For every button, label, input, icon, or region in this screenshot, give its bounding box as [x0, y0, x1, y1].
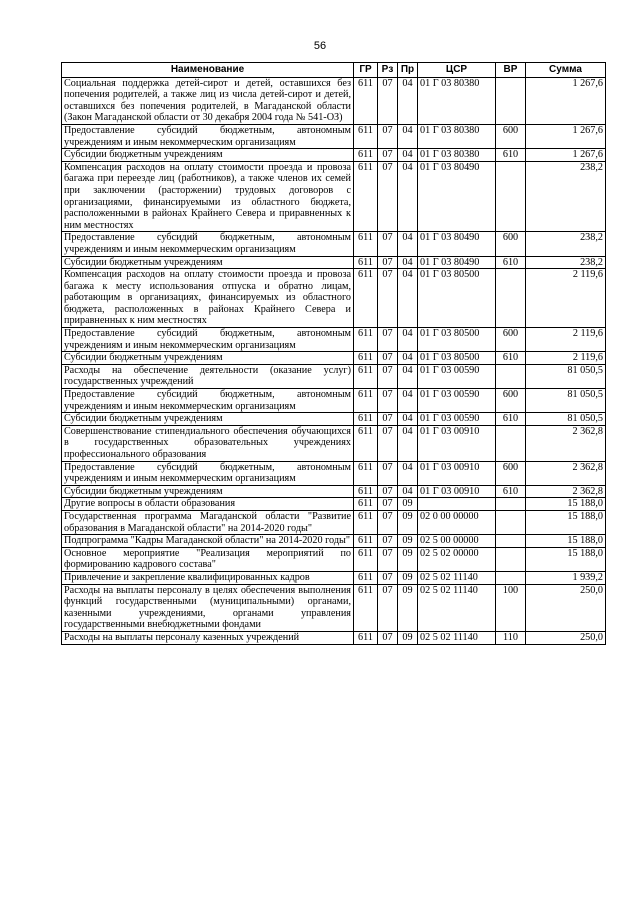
cell-rz: 07	[378, 571, 398, 584]
cell-gr: 611	[354, 498, 378, 511]
table-row	[62, 77, 606, 124]
cell-vr	[496, 510, 526, 534]
cell-name: Основное мероприятие "Реализация мероприятий по формированию кадрового состава"	[62, 547, 354, 571]
cell-name: Другие вопросы в области образования	[62, 498, 354, 511]
cell-gr: 611	[354, 161, 378, 232]
cell-rz: 07	[378, 364, 398, 388]
cell-rz: 07	[378, 584, 398, 631]
cell-gr: 611	[354, 77, 378, 124]
table-row	[62, 584, 606, 631]
column-header-sum: Сумма	[526, 63, 606, 78]
cell-rz: 07	[378, 232, 398, 256]
cell-pr: 09	[398, 510, 418, 534]
cell-vr: 600	[496, 328, 526, 352]
cell-rz: 07	[378, 124, 398, 148]
cell-pr: 04	[398, 269, 418, 328]
cell-name: Предоставление субсидий бюджетным, автономным учреждениям и иным некоммерческим организациям	[62, 328, 354, 352]
cell-sum: 1 939,2	[526, 571, 606, 584]
cell-vr	[496, 77, 526, 124]
cell-gr: 611	[354, 571, 378, 584]
cell-gr: 611	[354, 535, 378, 548]
table-row	[62, 498, 606, 511]
cell-rz: 07	[378, 547, 398, 571]
cell-rz: 07	[378, 149, 398, 162]
cell-name: Привлечение и закрепление квалифицированных кадров	[62, 571, 354, 584]
cell-pr: 04	[398, 149, 418, 162]
cell-name: Субсидии бюджетным учреждениям	[62, 485, 354, 498]
cell-sum: 250,0	[526, 584, 606, 631]
budget-table	[61, 62, 606, 645]
cell-sum: 1 267,6	[526, 77, 606, 124]
cell-sum: 2 119,6	[526, 328, 606, 352]
cell-pr: 09	[398, 547, 418, 571]
column-header-csr: ЦСР	[418, 63, 496, 78]
cell-gr: 611	[354, 364, 378, 388]
cell-name: Совершенствование стипендиального обеспечения обучающихся в государственных образовательных учреждениях профессионального образования	[62, 425, 354, 461]
cell-pr: 04	[398, 124, 418, 148]
cell-csr: 01 Г 03 80490	[418, 256, 496, 269]
table-row	[62, 328, 606, 352]
table-body	[62, 77, 606, 644]
cell-sum: 238,2	[526, 256, 606, 269]
cell-vr	[496, 425, 526, 461]
column-header-pr: Пр	[398, 63, 418, 78]
column-header-name: Наименование	[62, 63, 354, 78]
table-row	[62, 256, 606, 269]
cell-vr	[496, 269, 526, 328]
cell-gr: 611	[354, 547, 378, 571]
table-row	[62, 364, 606, 388]
cell-csr: 02 5 02 11140	[418, 631, 496, 644]
column-header-rz: Рз	[378, 63, 398, 78]
cell-name: Подпрограмма "Кадры Магаданской области" на 2014-2020 годы"	[62, 535, 354, 548]
cell-pr: 04	[398, 161, 418, 232]
cell-name: Предоставление субсидий бюджетным, автономным учреждениям и иным некоммерческим организациям	[62, 124, 354, 148]
table-row	[62, 161, 606, 232]
cell-vr: 610	[496, 485, 526, 498]
cell-gr: 611	[354, 328, 378, 352]
table-row	[62, 631, 606, 644]
cell-gr: 611	[354, 631, 378, 644]
cell-gr: 611	[354, 149, 378, 162]
table-row	[62, 149, 606, 162]
cell-vr: 100	[496, 584, 526, 631]
cell-pr: 04	[398, 256, 418, 269]
cell-csr: 01 Г 03 80500	[418, 269, 496, 328]
cell-gr: 611	[354, 425, 378, 461]
cell-csr: 01 Г 03 00910	[418, 425, 496, 461]
cell-sum: 15 188,0	[526, 510, 606, 534]
cell-sum: 2 119,6	[526, 352, 606, 365]
cell-csr: 01 Г 03 80500	[418, 328, 496, 352]
column-header-gr: ГР	[354, 63, 378, 78]
cell-gr: 611	[354, 389, 378, 413]
column-header-vr: ВР	[496, 63, 526, 78]
cell-sum: 81 050,5	[526, 389, 606, 413]
cell-sum: 81 050,5	[526, 413, 606, 426]
cell-csr: 01 Г 03 80380	[418, 124, 496, 148]
table-row	[62, 413, 606, 426]
cell-sum: 1 267,6	[526, 149, 606, 162]
cell-sum: 15 188,0	[526, 498, 606, 511]
cell-sum: 2 119,6	[526, 269, 606, 328]
cell-pr: 09	[398, 571, 418, 584]
cell-name: Субсидии бюджетным учреждениям	[62, 256, 354, 269]
cell-gr: 611	[354, 485, 378, 498]
cell-gr: 611	[354, 510, 378, 534]
cell-csr: 01 Г 03 00590	[418, 413, 496, 426]
table-row	[62, 510, 606, 534]
cell-sum: 15 188,0	[526, 535, 606, 548]
cell-pr: 04	[398, 425, 418, 461]
cell-rz: 07	[378, 510, 398, 534]
cell-csr: 02 5 00 00000	[418, 535, 496, 548]
cell-rz: 07	[378, 77, 398, 124]
cell-csr: 02 5 02 00000	[418, 547, 496, 571]
cell-name: Расходы на выплаты персоналу в целях обеспечения выполнения функций государственными (муниципальными) органами, казенными учреждениями, органами управления государственными внебюджетными фондами	[62, 584, 354, 631]
table-row	[62, 389, 606, 413]
table-row	[62, 535, 606, 548]
cell-sum: 238,2	[526, 232, 606, 256]
cell-vr: 600	[496, 389, 526, 413]
cell-csr: 02 0 00 00000	[418, 510, 496, 534]
cell-csr: 01 Г 03 80500	[418, 352, 496, 365]
cell-csr	[418, 498, 496, 511]
table-row	[62, 571, 606, 584]
cell-name: Компенсация расходов на оплату стоимости проезда и провоза багажа при переезде лиц (работников), а также членов их семей при заключении (расторжении) трудовых договоров с организациями, финансируемыми из областного бюджета, расположенными в районах Крайнего Севера и приравненных к ним местностях	[62, 161, 354, 232]
cell-vr	[496, 161, 526, 232]
table-row	[62, 485, 606, 498]
cell-gr: 611	[354, 269, 378, 328]
table-row	[62, 461, 606, 485]
cell-sum: 2 362,8	[526, 461, 606, 485]
cell-gr: 611	[354, 352, 378, 365]
cell-pr: 04	[398, 485, 418, 498]
cell-vr: 600	[496, 124, 526, 148]
cell-rz: 07	[378, 161, 398, 232]
table-header-row	[62, 63, 606, 78]
cell-csr: 01 Г 03 00590	[418, 364, 496, 388]
cell-rz: 07	[378, 425, 398, 461]
cell-vr	[496, 364, 526, 388]
cell-rz: 07	[378, 498, 398, 511]
cell-sum: 2 362,8	[526, 485, 606, 498]
cell-csr: 01 Г 03 80490	[418, 232, 496, 256]
cell-vr	[496, 498, 526, 511]
table-row	[62, 425, 606, 461]
table-row	[62, 232, 606, 256]
cell-name: Социальная поддержка детей-сирот и детей, оставшихся без попечения родителей, а также лиц из числа детей-сирот и детей, оставшихся без попечения родителей, в Магаданской области (Закон Магаданской области от 30 декабря 2004 года № 541-ОЗ)	[62, 77, 354, 124]
cell-pr: 09	[398, 631, 418, 644]
cell-gr: 611	[354, 461, 378, 485]
cell-gr: 611	[354, 232, 378, 256]
cell-name: Государственная программа Магаданской области "Развитие образования в Магаданской области" на 2014-2020 годы"	[62, 510, 354, 534]
cell-name: Компенсация расходов на оплату стоимости проезда и провоза багажа к месту использования отпуска и обратно лицам, работающим в организациях, финансируемых из областного бюджета, расположенных в районах Крайнего Севера и приравненных к ним местностях	[62, 269, 354, 328]
cell-csr: 02 5 02 11140	[418, 571, 496, 584]
cell-rz: 07	[378, 256, 398, 269]
cell-pr: 04	[398, 77, 418, 124]
cell-sum: 15 188,0	[526, 547, 606, 571]
cell-vr	[496, 535, 526, 548]
cell-vr	[496, 547, 526, 571]
cell-vr	[496, 571, 526, 584]
cell-pr: 09	[398, 535, 418, 548]
cell-csr: 01 Г 03 00910	[418, 461, 496, 485]
cell-name: Предоставление субсидий бюджетным, автономным учреждениям и иным некоммерческим организациям	[62, 232, 354, 256]
cell-vr: 110	[496, 631, 526, 644]
cell-csr: 01 Г 03 00590	[418, 389, 496, 413]
cell-rz: 07	[378, 413, 398, 426]
cell-gr: 611	[354, 124, 378, 148]
cell-pr: 09	[398, 498, 418, 511]
cell-sum: 250,0	[526, 631, 606, 644]
cell-rz: 07	[378, 461, 398, 485]
cell-name: Предоставление субсидий бюджетным, автономным учреждениям и иным некоммерческим организациям	[62, 389, 354, 413]
cell-sum: 1 267,6	[526, 124, 606, 148]
cell-csr: 01 Г 03 00910	[418, 485, 496, 498]
cell-name: Субсидии бюджетным учреждениям	[62, 352, 354, 365]
cell-sum: 238,2	[526, 161, 606, 232]
cell-gr: 611	[354, 256, 378, 269]
cell-pr: 04	[398, 461, 418, 485]
cell-csr: 02 5 02 11140	[418, 584, 496, 631]
cell-rz: 07	[378, 485, 398, 498]
cell-pr: 04	[398, 328, 418, 352]
cell-sum: 81 050,5	[526, 364, 606, 388]
cell-name: Субсидии бюджетным учреждениям	[62, 149, 354, 162]
cell-name: Расходы на обеспечение деятельности (оказание услуг) государственных учреждений	[62, 364, 354, 388]
cell-pr: 09	[398, 584, 418, 631]
cell-vr: 610	[496, 149, 526, 162]
cell-name: Предоставление субсидий бюджетным, автономным учреждениям и иным некоммерческим организациям	[62, 461, 354, 485]
cell-pr: 04	[398, 352, 418, 365]
cell-gr: 611	[354, 413, 378, 426]
cell-csr: 01 Г 03 80380	[418, 149, 496, 162]
cell-csr: 01 Г 03 80380	[418, 77, 496, 124]
cell-rz: 07	[378, 269, 398, 328]
cell-rz: 07	[378, 535, 398, 548]
cell-sum: 2 362,8	[526, 425, 606, 461]
table-row	[62, 269, 606, 328]
cell-rz: 07	[378, 631, 398, 644]
cell-pr: 04	[398, 389, 418, 413]
cell-vr: 600	[496, 232, 526, 256]
cell-vr: 600	[496, 461, 526, 485]
cell-vr: 610	[496, 256, 526, 269]
cell-vr: 610	[496, 413, 526, 426]
cell-rz: 07	[378, 352, 398, 365]
page-number: 56	[313, 40, 327, 52]
cell-pr: 04	[398, 364, 418, 388]
table-row	[62, 352, 606, 365]
table-row	[62, 547, 606, 571]
cell-pr: 04	[398, 232, 418, 256]
cell-pr: 04	[398, 413, 418, 426]
table-row	[62, 124, 606, 148]
cell-rz: 07	[378, 328, 398, 352]
cell-csr: 01 Г 03 80490	[418, 161, 496, 232]
cell-vr: 610	[496, 352, 526, 365]
cell-name: Расходы на выплаты персоналу казенных учреждений	[62, 631, 354, 644]
cell-gr: 611	[354, 584, 378, 631]
cell-rz: 07	[378, 389, 398, 413]
cell-name: Субсидии бюджетным учреждениям	[62, 413, 354, 426]
